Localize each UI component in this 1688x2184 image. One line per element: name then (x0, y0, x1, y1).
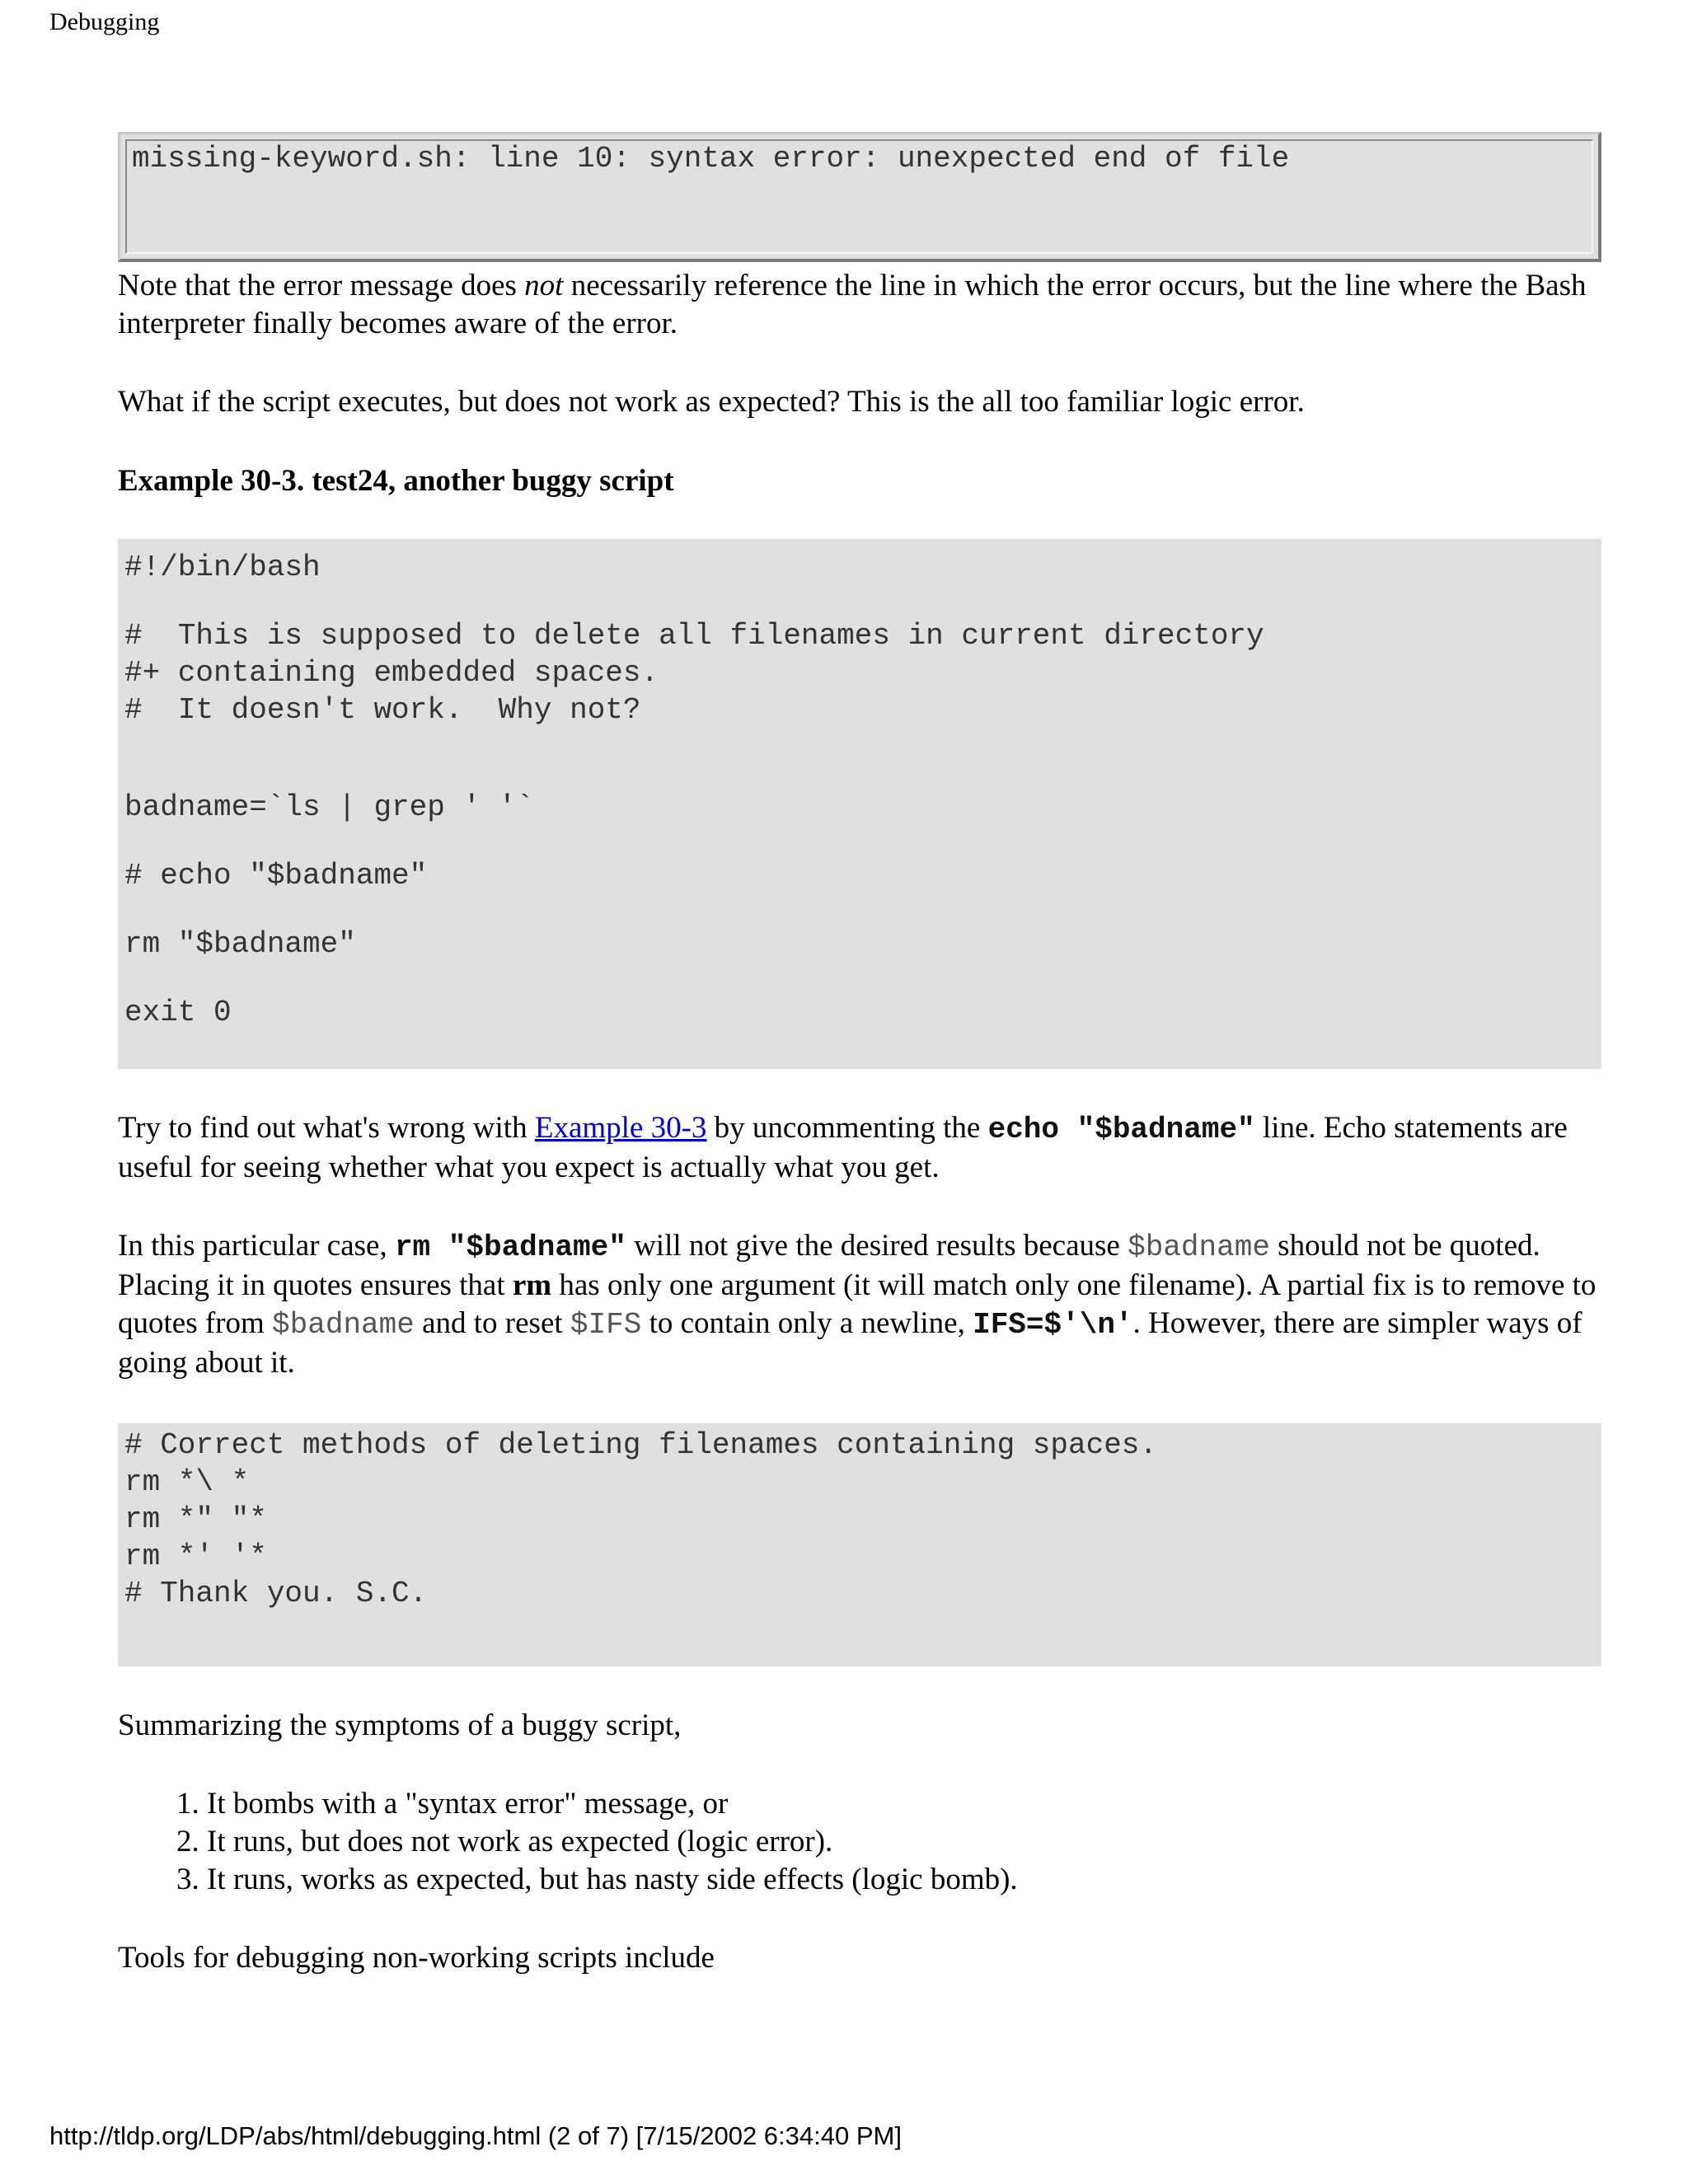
text-span: will not give the desired results because (626, 1229, 1128, 1263)
example-title: Example 30-3. test24, another buggy script (118, 464, 674, 498)
inline-var-badname: $badname (1128, 1230, 1270, 1264)
inline-var-ifs: $IFS (570, 1308, 642, 1342)
example-code-block (118, 539, 1601, 1069)
code-spacer (124, 963, 1593, 994)
code-line: rm *" "* (124, 1502, 267, 1536)
page-footer-url: http://tldp.org/LDP/abs/html/debugging.html (2 of 7) [7/15/2002 6:34:40 PM] (49, 2121, 902, 2150)
code-line: # Thank you. S.C. (124, 1577, 428, 1610)
code-line: rm *' '* (124, 1540, 267, 1573)
code-spacer (124, 586, 1593, 617)
emphasis-not: not (524, 269, 564, 302)
list-item: 2. It runs, but does not work as expected (logic error). (207, 1823, 1601, 1861)
text-span: by uncommenting the (706, 1111, 988, 1145)
code-line: # Correct methods of deleting filenames containing spaces. (124, 1428, 1158, 1462)
text-span: . However, there are simpler ways of going about it. (118, 1306, 1582, 1380)
code-spacer (124, 729, 1593, 789)
screen-output-box (118, 132, 1601, 262)
text-span: and to reset (414, 1306, 570, 1340)
paragraph-error-line-note (118, 267, 1601, 343)
code-spacer (124, 826, 1593, 857)
page-header: Debugging (49, 8, 160, 35)
code-line: exit 0 (124, 996, 232, 1029)
list-item: 3. It runs, works as expected, but has nasty side effects (logic bomb). (207, 1861, 1601, 1899)
code-line: rm *\ * (124, 1465, 250, 1499)
text-span: Try to find out what's wrong with (118, 1111, 535, 1145)
text-span: In this particular case, (118, 1229, 395, 1263)
paragraph-find-bug (118, 1109, 1601, 1187)
document-body (118, 132, 1601, 1977)
text-span: to contain only a newline, (641, 1306, 973, 1340)
example-30-3-link[interactable]: Example 30-3 (534, 1111, 707, 1145)
text-span: line. Echo statements are useful for seeing whether what you expect is actually what you get. (118, 1111, 1568, 1184)
inline-var-badname: $badname (272, 1308, 415, 1342)
code-line: #+ containing embedded spaces. (124, 656, 659, 690)
paragraph-summary: Summarizing the symptoms of a buggy script, (118, 1708, 682, 1742)
correct-methods-code-block (118, 1423, 1601, 1666)
code-line: # It doesn't work. Why not? (124, 693, 641, 727)
screen-output-text: missing-keyword.sh: line 10: syntax error: unexpected end of file (125, 139, 1593, 254)
paragraph-logic-error: What if the script executes, but does not work as expected? This is the all too familiar logic error. (118, 385, 1305, 419)
text-span: necessarily reference the line in which the error occurs, but the line where the Bash interpreter finally becomes aware of the error. (118, 269, 1587, 340)
code-line: badname=`ls | grep ' '` (124, 790, 534, 824)
text-span: should not be quoted. Placing it in quotes ensures that (118, 1229, 1540, 1302)
list-item: 1. It bombs with a "syntax error" message, or (207, 1785, 1601, 1823)
inline-code-ifs: IFS=$'\n' (973, 1308, 1133, 1342)
code-line: # This is supposed to delete all filenames in current directory (124, 619, 1264, 653)
inline-code-rm: rm "$badname" (394, 1230, 626, 1264)
inline-code-echo: echo "$badname" (987, 1113, 1255, 1146)
code-spacer (124, 894, 1593, 926)
code-line: # echo "$badname" (124, 859, 428, 893)
code-line: #!/bin/bash (124, 551, 321, 584)
text-span: has only one argument (it will match only one filename). A partial fix is to remove to quotes from (118, 1268, 1597, 1340)
bold-rm: rm (512, 1268, 552, 1302)
code-line: rm "$badname" (124, 927, 356, 961)
paragraph-quoting-explanation (118, 1227, 1601, 1382)
paragraph-tools: Tools for debugging non-working scripts include (118, 1941, 715, 1975)
symptoms-list (118, 1785, 1601, 1899)
text-span: Note that the error message does (118, 269, 525, 302)
